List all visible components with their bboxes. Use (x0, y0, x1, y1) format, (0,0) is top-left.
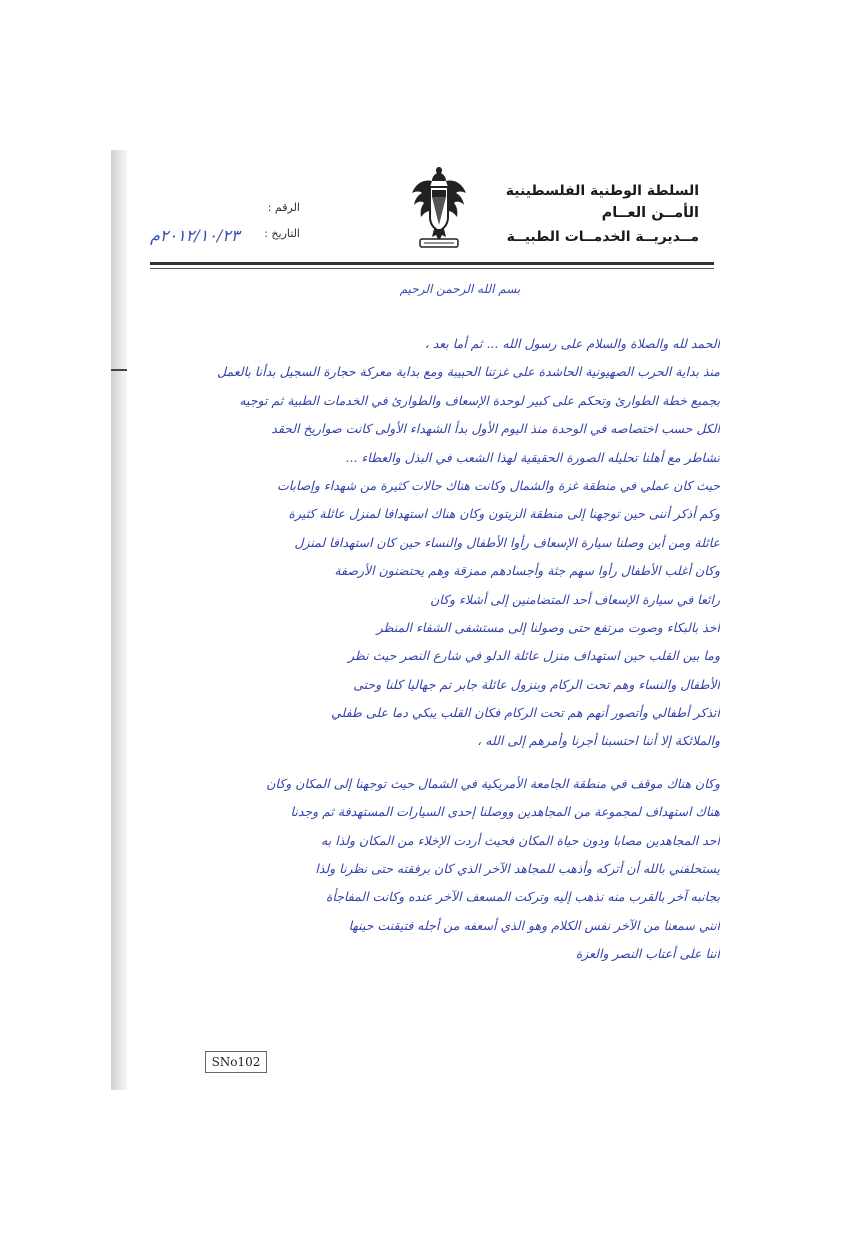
eagle-emblem-icon (410, 163, 468, 249)
department-name: الأمــن العــام (601, 205, 699, 221)
letter-line: أحد المجاهدين مصابا ودون حياة المكان فحيث أردت الإخلاء من المكان ولذا به (321, 832, 720, 848)
letter-line: يستحلفني بالله أن أتركه وأذهب للمجاهد الآخر الذي كان برفقته حتى نظرنا ولذا (315, 861, 720, 877)
organization-name: السلطة الوطنية الفلسطينية (505, 183, 699, 199)
letter-line: أخذ بالبكاء وصوت مرتفع حتى وصولنا إلى مستشفى الشفاء المنظر (376, 619, 720, 635)
directorate-name: مــديريــة الخدمــات الطبيــة (506, 229, 699, 245)
letter-line: وكم أذكر أننى حين توجهنا إلى منطقة الزيتون وكان هناك استهدافا لمنزل عائلة كثيرة (288, 506, 720, 522)
letter-line: الحمد لله والصلاة والسلام على رسول الله ... ثم أما بعد ، (424, 336, 720, 351)
letter-line: وما بين القلب حين استهداف منزل عائلة الدلو في شارع النصر حيث نظر (348, 648, 720, 664)
letter-line: أننا على أعتاب النصر والعزة (575, 946, 720, 962)
letter-line: بجانبه آخر بالقرب منه نذهب إليه وتركت المسعف الآخر عنده وكانت المفاجأة (325, 889, 720, 905)
letter-line: بجميع خطة الطوارئ وتحكم على كبير لوحدة الإسعاف والطوارئ في الخدمات الطبية ثم توجيه (239, 392, 720, 408)
letter-line: عائلة ومن أين وصلنا سيارة الإسعاف رأوا الأطفال والنساء حين كان استهدافا لمنزل (294, 534, 720, 550)
letter-line: حيث كان عملي في منطقة غزة والشمال وكانت هناك حالات كثيرة من شهداء وإصابات (276, 477, 720, 493)
letter-line: هناك استهداف لمجموعة من المجاهدين ووصلنا إحدى السيارات المستهدفة ثم وجدنا (290, 804, 720, 820)
letter-line: أنني سمعنا من الآخر نفس الكلام وهو الذي أسعفه من أجله فتيقنت حينها (348, 917, 720, 933)
letter-line: منذ بداية الحرب الصهيونية الحاشدة على غزتنا الحبيبة ومع بداية معركة حجارة السجيل بدأنا بالعمل (217, 364, 720, 380)
serial-number-stamp: SNo102 (205, 1051, 267, 1073)
letter-line: والملائكة إلا أننا احتسبنا أجرنا وأمرهم إلى الله ، (477, 733, 720, 749)
basmala: بسم الله الرحمن الرحيم (399, 282, 521, 296)
letter-line: الأطفال والنساء وهم تحت الركام وبنزول عائلة جابر تم جهاليا كلنا وحتى (353, 676, 720, 692)
scan-edge-mark (111, 369, 127, 371)
letter-line: أتذكر أطفالي وأتصور أنهم هم تحت الركام فكان القلب يبكي دما على طفلي (331, 705, 720, 721)
header-divider-thin (150, 268, 714, 269)
letter-line: تشاطر مع أهلنا تحليله الصورة الحقيقية لهذا الشعب في البذل والعطاء ... (345, 449, 720, 465)
handwritten-letter-body (150, 330, 720, 969)
handwritten-date: ٢٠١٢/١٠/٢٣م (150, 226, 240, 245)
scan-page-edge (111, 150, 127, 1090)
letter-line: رائعا في سيارة الإسعاف أحد المتضامنين إلى أشلاء وكان (430, 591, 720, 607)
letter-line: وكان أغلب الأطفال رأوا سهم جثة وأجسادهم ممزقة وهم يحتضنون الأرصفة (334, 563, 720, 579)
letter-line: وكان هناك موقف في منطقة الجامعة الأمريكية في الشمال حيث توجهنا إلى المكان وكان (266, 775, 720, 791)
header-divider-thick (150, 262, 714, 265)
reference-number-label: الرقم : (267, 201, 300, 214)
letter-line: الكل حسب اختصاصه في الوحدة منذ اليوم الأول بدأ الشهداء الأولى كانت صواريخ الحقد (271, 421, 720, 437)
letterhead-organization-block (499, 181, 699, 249)
date-label: التاريخ : (264, 227, 300, 240)
